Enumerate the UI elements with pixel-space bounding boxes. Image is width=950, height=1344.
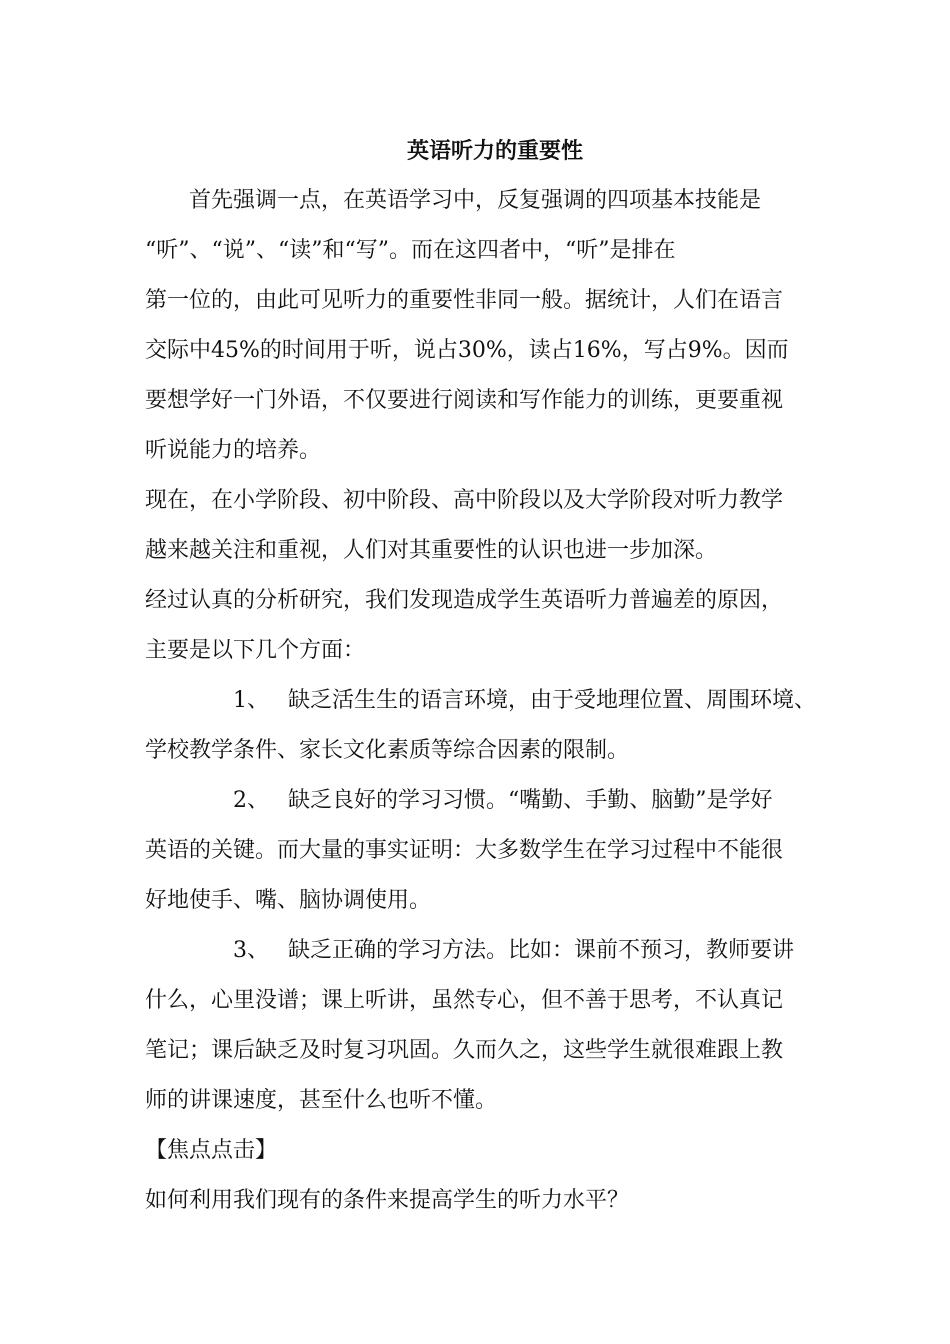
paragraph-line: 如何利用我们现有的条件来提高学生的听力水平？ [145, 1188, 630, 1213]
list-item-text: 缺乏良好的学习习惯。“嘴勤、手勤、脑勤”是学好 [288, 788, 773, 813]
list-item-number: 2、 [233, 788, 269, 813]
list-item-text: 缺乏正确的学习方法。比如：课前不预习，教师要讲 [288, 938, 795, 963]
paragraph-line: “听”、“说”、“读”和“写”。而在这四者中，“听”是排在 [145, 238, 676, 263]
document-title: 英语听力的重要性 [406, 138, 583, 164]
paragraph-line: 听说能力的培养。 [145, 438, 322, 463]
paragraph-line: 师的讲课速度，甚至什么也听不懂。 [145, 1088, 498, 1113]
paragraph-line: 学校教学条件、家长文化素质等综合因素的限制。 [145, 738, 630, 763]
paragraph-line: 英语的关键。而大量的事实证明：大多数学生在学习过程中不能很 [145, 838, 784, 863]
list-item-number: 3、 [233, 938, 269, 963]
paragraph-line: 现在，在小学阶段、初中阶段、高中阶段以及大学阶段对听力教学 [145, 488, 784, 513]
paragraph-line: 什么，心里没谱；课上听讲，虽然专心，但不善于思考，不认真记 [145, 988, 784, 1013]
paragraph-line: 经过认真的分析研究，我们发现造成学生英语听力普遍差的原因， [145, 588, 784, 613]
paragraph-line: 好地使手、嘴、脑协调使用。 [145, 888, 432, 913]
section-heading: 【焦点点击】 [145, 1138, 278, 1163]
paragraph-line: 要想学好一门外语，不仅要进行阅读和写作能力的训练，更要重视 [145, 388, 784, 413]
paragraph-line: 主要是以下几个方面： [145, 638, 366, 663]
paragraph-line: 交际中45%的时间用于听，说占30%，读占16%，写占9%。因而 [145, 338, 789, 363]
list-item-text: 缺乏活生生的语言环境，由于受地理位置、周围环境、 [288, 688, 817, 713]
paragraph-line: 笔记；课后缺乏及时复习巩固。久而久之，这些学生就很难跟上教 [145, 1038, 784, 1063]
list-item-number: 1、 [233, 688, 269, 713]
paragraph-line: 第一位的，由此可见听力的重要性非同一般。据统计，人们在语言 [145, 288, 784, 313]
paragraph-line: 越来越关注和重视，人们对其重要性的认识也进一步加深。 [145, 538, 718, 563]
paragraph-line: 首先强调一点，在英语学习中，反复强调的四项基本技能是 [189, 188, 762, 213]
